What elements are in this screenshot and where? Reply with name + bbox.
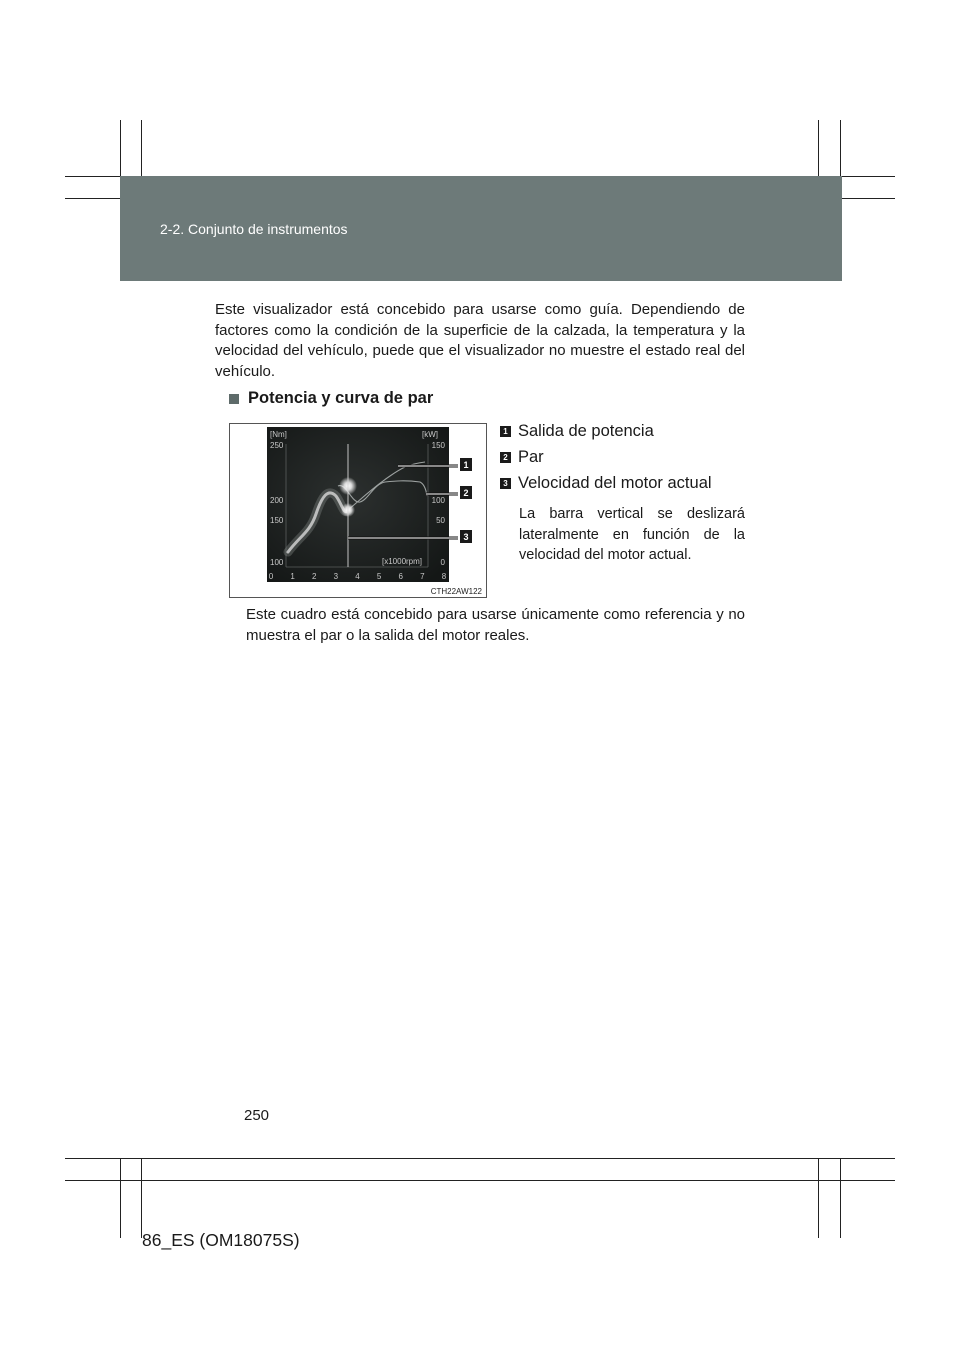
figure-code: CTH22AW122 xyxy=(430,587,482,596)
x-tick-label: 2 xyxy=(312,572,317,581)
left-unit-label: [Nm] xyxy=(270,430,287,439)
crop-mark xyxy=(840,1158,841,1238)
legend-label: Par xyxy=(518,447,544,466)
rpm-unit-label: [x1000rpm] xyxy=(382,557,423,566)
crop-mark xyxy=(65,1158,895,1159)
legend-item xyxy=(500,418,712,444)
left-tick-label: 250 xyxy=(270,441,284,450)
section-heading-text: Potencia y curva de par xyxy=(248,389,434,407)
callout-2-number: 2 xyxy=(463,488,469,498)
crop-mark xyxy=(120,1158,121,1238)
reference-note: Este cuadro está concebido para usarse únicamente como referencia y no muestra el par o la salida del motor reales. xyxy=(246,606,745,644)
torque-power-screen xyxy=(230,424,486,597)
x-tick-label: 0 xyxy=(268,572,274,581)
section-label: 2-2. Conjunto de instrumentos xyxy=(160,221,348,237)
x-tick-label: 7 xyxy=(420,572,425,581)
document-code: 86_ES (OM18075S) xyxy=(142,1230,300,1250)
legend-number-badge: 1 xyxy=(500,426,511,437)
x-tick-label: 1 xyxy=(290,572,295,581)
legend-item xyxy=(500,444,712,470)
crop-mark xyxy=(818,1158,819,1238)
right-unit-label: [kW] xyxy=(422,430,438,439)
legend-number-badge: 2 xyxy=(500,452,511,463)
legend-item xyxy=(500,470,712,496)
left-tick-label: 150 xyxy=(270,516,284,525)
x-tick-label: 5 xyxy=(376,572,382,581)
legend-note: La barra vertical se deslizará lateralmente en función de la velocidad del motor actual. xyxy=(519,506,745,563)
callout-1-number: 1 xyxy=(463,460,469,470)
page-number: 250 xyxy=(244,1107,270,1124)
legend xyxy=(500,418,712,496)
left-tick-label: 100 xyxy=(270,558,284,567)
callout-3-number: 3 xyxy=(463,532,469,542)
x-tick-label: 3 xyxy=(333,572,339,581)
crop-mark xyxy=(141,1158,142,1238)
section-heading xyxy=(229,389,433,408)
right-tick-label: 100 xyxy=(431,496,445,505)
x-tick-label: 4 xyxy=(355,572,360,581)
right-tick-label: 50 xyxy=(436,516,445,525)
left-tick-label: 200 xyxy=(270,496,284,505)
legend-number-badge: 3 xyxy=(500,478,511,489)
right-tick-label: 150 xyxy=(431,441,445,450)
x-tick-label: 8 xyxy=(441,572,447,581)
crop-mark xyxy=(65,1180,895,1181)
legend-label: Velocidad del motor actual xyxy=(518,473,712,492)
x-tick-label: 6 xyxy=(398,572,403,581)
right-tick-label: 0 xyxy=(440,558,445,567)
square-bullet-icon xyxy=(229,394,239,404)
torque-power-figure xyxy=(229,423,487,598)
intro-paragraph: Este visualizador está concebido para usarse como guía. Dependiendo de factores como la condición de la superficie de la calzada, la temperatura y la velocidad del vehículo, puede que el visualizador no muestre el estado real del vehículo. xyxy=(215,301,745,380)
legend-label: Salida de potencia xyxy=(518,421,654,440)
